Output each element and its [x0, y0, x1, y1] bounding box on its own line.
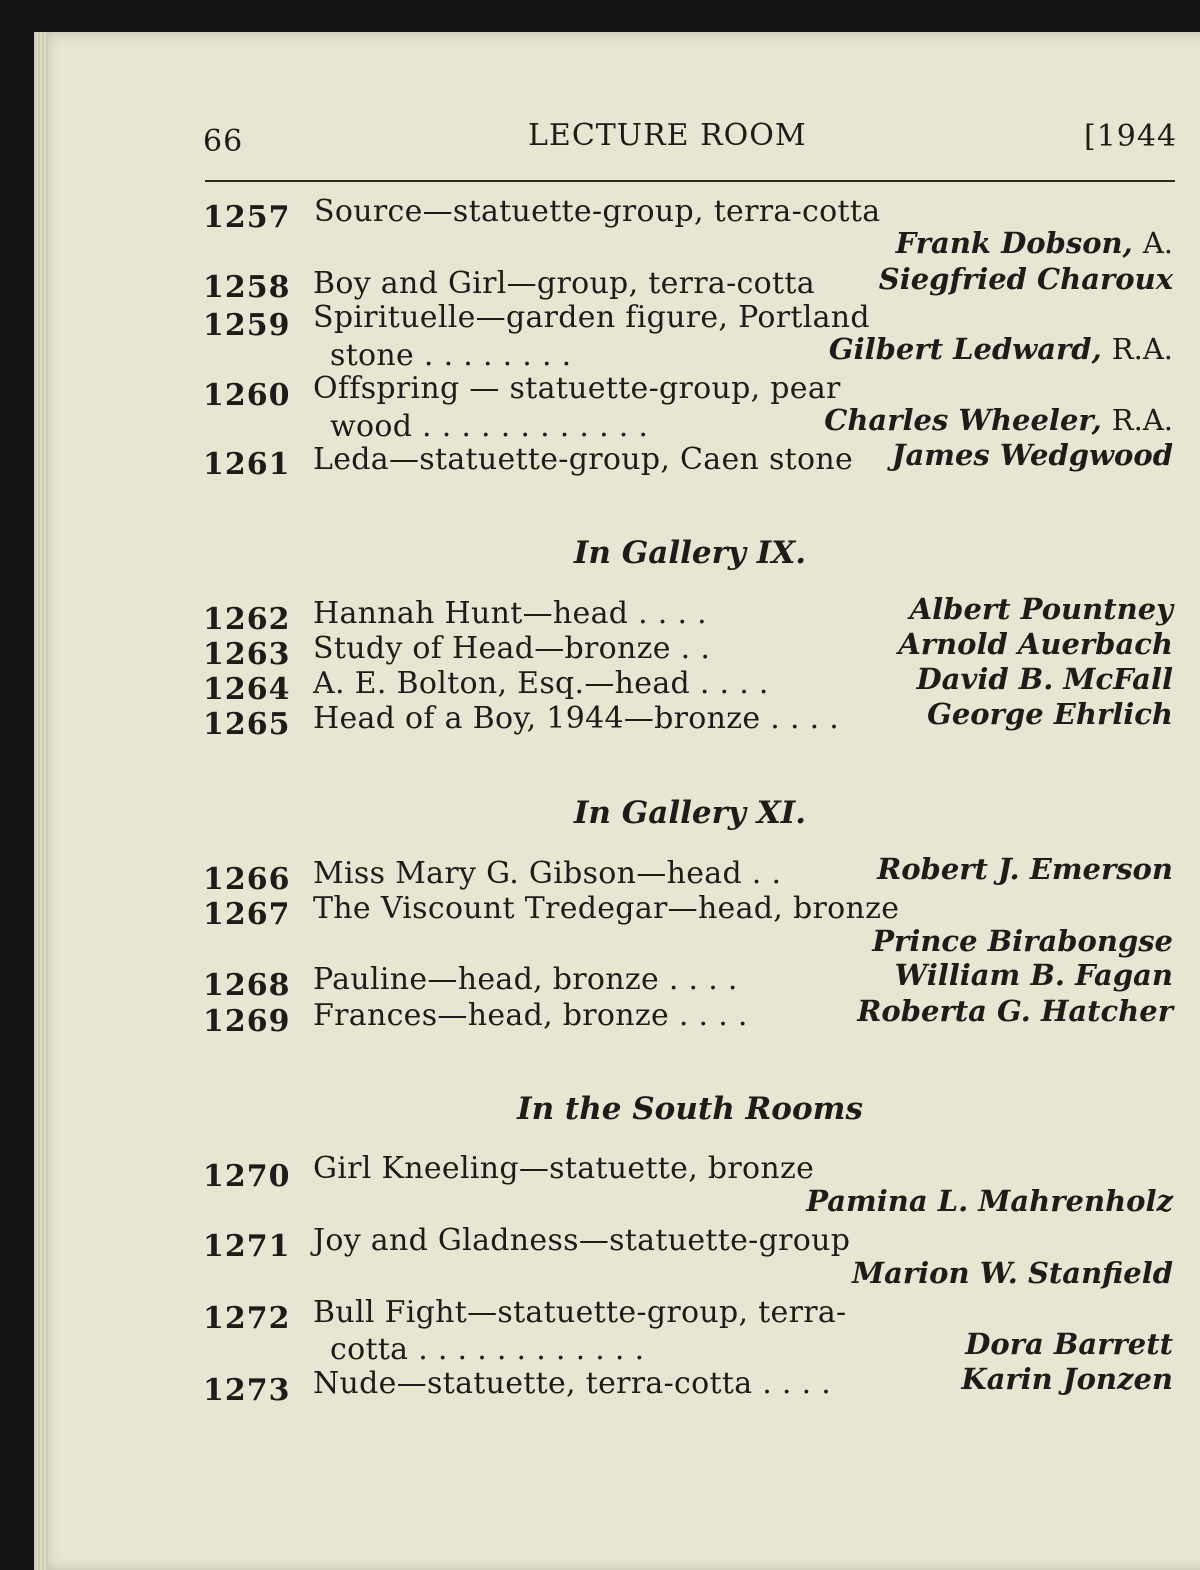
entry-title: Girl Kneeling—statuette, bronze	[313, 1151, 815, 1186]
entry-artist	[892, 438, 1173, 472]
entry-title: Hannah Hunt—head . . . .	[313, 596, 707, 631]
entry-artist	[895, 958, 1173, 992]
header-rule	[205, 180, 1175, 182]
entry-artist	[917, 662, 1173, 696]
entry-number: 1268	[203, 968, 291, 1003]
entry-number: 1264	[203, 672, 291, 707]
entry-number: 1259	[203, 308, 291, 343]
entry-number: 1257	[203, 200, 291, 235]
entry-artist	[877, 852, 1173, 886]
section-heading: In the South Rooms	[517, 1091, 863, 1127]
artist-name: Gilbert Ledward,	[828, 332, 1102, 366]
entry-title: Pauline—head, bronze . . . .	[313, 962, 738, 997]
entry-number: 1267	[203, 897, 291, 932]
artist-name: Roberta G. Hatcher	[857, 994, 1173, 1028]
entry-artist	[961, 1362, 1173, 1396]
entry-number: 1261	[203, 447, 291, 482]
artist-name: Pamina L. Mahrenholz	[806, 1184, 1173, 1218]
entry-title: A. E. Bolton, Esq.—head . . . .	[313, 666, 769, 701]
entry-artist	[824, 403, 1173, 437]
artist-suffix: R.A.	[1111, 332, 1173, 366]
entry-number: 1262	[203, 602, 291, 637]
artist-name: William B. Fagan	[894, 958, 1173, 992]
entry-number: 1258	[203, 270, 291, 305]
entry-number: 1271	[203, 1229, 291, 1264]
artist-name: Charles Wheeler,	[824, 403, 1102, 437]
artist-name: David B. McFall	[916, 662, 1173, 696]
artist-name: Siegfried Charoux	[878, 262, 1173, 296]
artist-suffix: R.A.	[1111, 403, 1173, 437]
artist-name: Dora Barrett	[965, 1327, 1173, 1361]
entry-title-continuation: stone . . . . . . . .	[330, 338, 572, 373]
entry-artist	[927, 697, 1173, 731]
entry-title: The Viscount Tredegar—head, bronze	[313, 891, 900, 926]
artist-name: Marion W. Stanfield	[852, 1256, 1173, 1290]
entry-number: 1273	[203, 1373, 291, 1408]
entry-artist	[852, 1256, 1173, 1290]
entry-number: 1260	[203, 378, 291, 413]
artist-name: Frank Dobson,	[895, 226, 1133, 260]
entry-title-continuation: wood . . . . . . . . . . . .	[330, 409, 649, 444]
entry-artist	[872, 924, 1173, 958]
entry-number: 1266	[203, 862, 291, 897]
entry-title: Frances—head, bronze . . . .	[313, 998, 748, 1033]
artist-name: James Wedgwood	[891, 438, 1173, 472]
entry-artist	[898, 627, 1173, 661]
entry-title: Joy and Gladness—statuette-group	[313, 1223, 851, 1258]
entry-number: 1272	[203, 1301, 291, 1336]
entry-artist	[879, 262, 1173, 296]
section-heading: In Gallery XI.	[573, 795, 807, 831]
artist-name: Prince Birabongse	[872, 924, 1173, 958]
artist-name: Robert J. Emerson	[877, 852, 1173, 886]
artist-name: Karin Jonzen	[961, 1362, 1173, 1396]
entry-title: Leda—statuette-group, Caen stone	[313, 442, 854, 477]
entry-title: Miss Mary G. Gibson—head . .	[313, 856, 782, 891]
entry-title: Head of a Boy, 1944—bronze . . . .	[313, 701, 840, 736]
page-title: LECTURE ROOM	[528, 118, 807, 153]
entry-title: Bull Fight—statuette-group, terra-	[313, 1295, 847, 1330]
artist-name: Arnold Auerbach	[898, 627, 1173, 661]
entry-title-continuation: cotta . . . . . . . . . . . .	[330, 1332, 645, 1367]
artist-name: Albert Pountney	[909, 592, 1173, 626]
entry-number: 1265	[203, 707, 291, 742]
page-number: 66	[203, 124, 244, 159]
entry-title: Spirituelle—garden figure, Portland	[313, 300, 870, 335]
entry-title: Boy and Girl—group, terra-cotta	[313, 266, 815, 301]
artist-name: George Ehrlich	[927, 697, 1173, 731]
artist-suffix: A.	[1142, 226, 1173, 260]
entry-artist	[806, 1184, 1173, 1218]
entry-title: Offspring — statuette-group, pear	[313, 371, 841, 406]
entry-artist	[965, 1327, 1173, 1361]
entry-artist	[910, 592, 1173, 626]
section-heading: In Gallery IX.	[573, 535, 807, 571]
entry-title: Source—statuette-group, terra-cotta	[314, 194, 881, 229]
entry-number: 1263	[203, 637, 291, 672]
entry-number: 1270	[203, 1159, 291, 1194]
page-year: [1944	[1084, 119, 1178, 154]
entry-title: Nude—statuette, terra-cotta . . . .	[313, 1366, 832, 1401]
entry-artist	[829, 332, 1173, 366]
entry-title: Study of Head—bronze . .	[313, 631, 711, 666]
entry-artist	[896, 226, 1173, 260]
entry-artist	[857, 994, 1173, 1028]
entry-number: 1269	[203, 1004, 291, 1039]
